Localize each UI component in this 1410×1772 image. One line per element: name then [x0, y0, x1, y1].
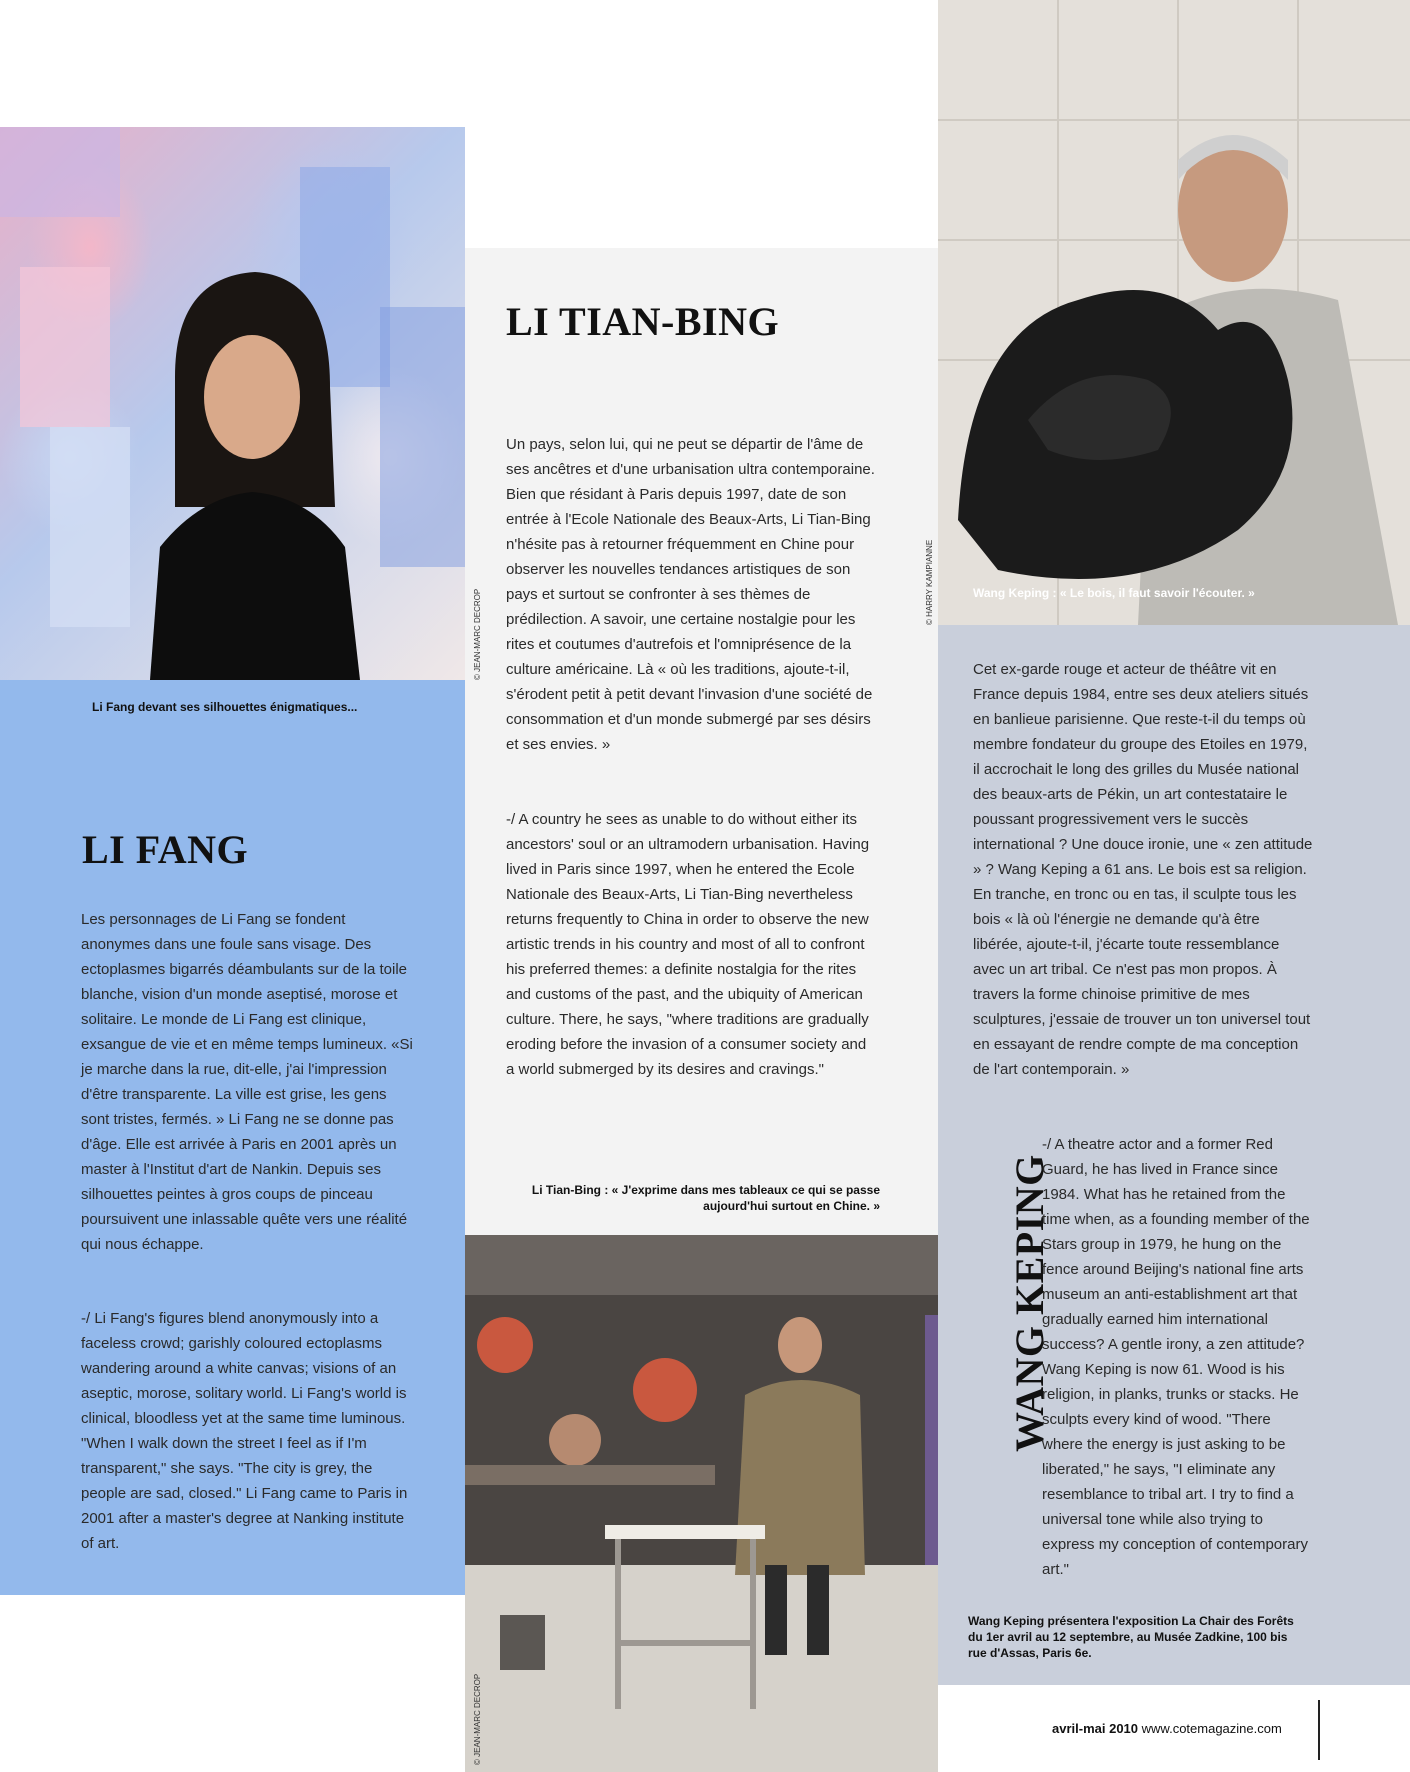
footer-divider: [1318, 1700, 1320, 1760]
li-fang-photo-caption: Li Fang devant ses silhouettes énigmatiques...: [92, 700, 358, 714]
li-tian-bing-title: LI TIAN-BING: [506, 299, 780, 344]
li-tian-bing-photo-caption: Li Tian-Bing : « J'exprime dans mes tableaux ce qui se passe aujourd'hui surtout en Chine. »: [531, 1183, 880, 1213]
li-fang-portrait-illustration: [0, 127, 465, 680]
page-footer: [1052, 1721, 1282, 1736]
li-tian-bing-photo: [465, 1235, 938, 1772]
wang-keping-text-english: -/ A theatre actor and a former Red Guard, he has lived in France since 1984. What has he retained from the time when, as a founding member of the Stars group in 1979, he hung on the fence around Beijing's national fine arts museum an anti-establishment art that gradually earned him international success? A gentle irony, a zen attitude? Wang Keping is now 61. Wood is his religion, in planks, trunks or stacks. He sculpts every kind of wood. "There where the energy is just asking to be liberated," he says, "I eliminate any resemblance to tribal art. I try to find a universal tone while also trying to express my conception of contemporary art.": [1042, 1136, 1310, 1578]
li-fang-photo: [0, 127, 465, 680]
wang-keping-photo: [938, 0, 1410, 625]
wang-keping-photo-credit: © HARRY KAMPIANNE: [925, 539, 934, 625]
li-tian-bing-text-french: Un pays, selon lui, qui ne peut se départir de l'âme de ses ancêtres et d'une urbanisation ultra contemporaine. Bien que résidant à Paris depuis 1997, date de son entrée à l'Ecole Nationale des Beaux-Arts, Li Tian-Bing n'hésite pas à retourner fréquemment en Chine pour observer les nouvelles tendances artistiques de son pays et surtout se confronter à ses thèmes de prédilection. A savoir, une certaine nostalgie pour les rites et coutumes d'autrefois et l'omniprésence de la culture américaine. Là « où les traditions, ajoute-t-il, s'érodent petit à petit devant l'invasion d'une société de consommation et d'un monde submergé par ses désirs et ses envies. »: [506, 436, 875, 753]
li-tian-bing-text-english: -/ A country he sees as unable to do without either its ancestors' soul or an ultramodern urbanisation. Having lived in Paris since 1997, when he entered the Ecole Nationale des Beaux-Arts, Li Tian-Bing nevertheless returns frequently to China in order to observe the new artistic trends in his country and most of all to confront his preferred themes: a definite nostalgia for the rites and customs of the past, and the ubiquity of American culture. There, he says, "where traditions are gradually eroding before the invasion of a consumer society and a world submerged by its desires and cravings.": [506, 811, 870, 1078]
li-fang-photo-credit: © JEAN-MARC DECROP: [473, 588, 482, 680]
issue-date: avril-mai 2010: [1052, 1721, 1139, 1736]
wang-keping-text-french: Cet ex-garde rouge et acteur de théâtre vit en France depuis 1984, entre ses deux ateliers situés en banlieue parisienne. Que reste-t-il du temps où membre fondateur du groupe des Etoiles en 1979, il accrochait le long des grilles du Musée national des beaux-arts de Pékin, un art contestataire le poussant progressivement vers le succès international ? Une douce ironie, une « zen attitude » ? Wang Keping a 61 ans. Le bois est sa religion. En tranche, en tronc ou en tas, il sculpte tous les bois « là où l'énergie ne demande qu'à être libérée, ajoute-t-il, j'écarte toute ressemblance avec un art tribal. Ce n'est pas mon propos. À travers la forme chinoise primitive de mes sculptures, j'essaie de trouver un ton universel tout en essayant de rendre compte de ma conception de l'art contemporain. »: [973, 661, 1313, 1078]
wang-keping-title: WANG KEPING: [1007, 1154, 1052, 1452]
li-fang-title: LI FANG: [82, 827, 249, 872]
wang-keping-exhibition-note: Wang Keping présentera l'exposition La Chair des Forêts du 1er avril au 12 septembre, au Musée Zadkine, 100 bis rue d'Assas, Paris 6e.: [968, 1614, 1294, 1660]
magazine-website[interactable]: www.cotemagazine.com: [1141, 1721, 1282, 1736]
li-fang-text-french: Les personnages de Li Fang se fondent anonymes dans une foule sans visage. Des ectoplasmes bigarrés déambulants sur de la toile blanche, vision d'un monde aseptisé, morose et solitaire. Le monde de Li Fang est clinique, exsangue de vie et en même temps lumineux. «Si je marche dans la rue, dit-elle, j'ai l'impression d'être transparente. La ville est grise, les gens sont tristes, fermés. » Li Fang ne se donne pas d'âge. Elle est arrivée à Paris en 2001 après un master à l'Institut d'art de Nankin. Depuis ses silhouettes peintes à gros coups de pinceau poursuivent une inlassable quête vers une réalité qui nous échappe.: [81, 911, 413, 1253]
wang-keping-portrait-illustration: [938, 0, 1410, 625]
li-tian-bing-studio-illustration: [465, 1235, 938, 1772]
wang-keping-photo-caption: Wang Keping : « Le bois, il faut savoir l'écouter. »: [973, 586, 1255, 600]
li-fang-text-english: -/ Li Fang's figures blend anonymously into a faceless crowd; garishly coloured ectoplasms wandering around a white canvas; visions of an aseptic, morose, solitary world. Li Fang's world is clinical, bloodless yet at the same time luminous. "When I walk down the street I feel as if I'm transparent," she says. "The city is grey, the people are sad, closed." Li Fang came to Paris in 2001 after a master's degree at Nanking institute of art.: [81, 1310, 408, 1552]
li-tian-bing-photo-credit: © JEAN-MARC DECROP: [473, 1673, 482, 1765]
